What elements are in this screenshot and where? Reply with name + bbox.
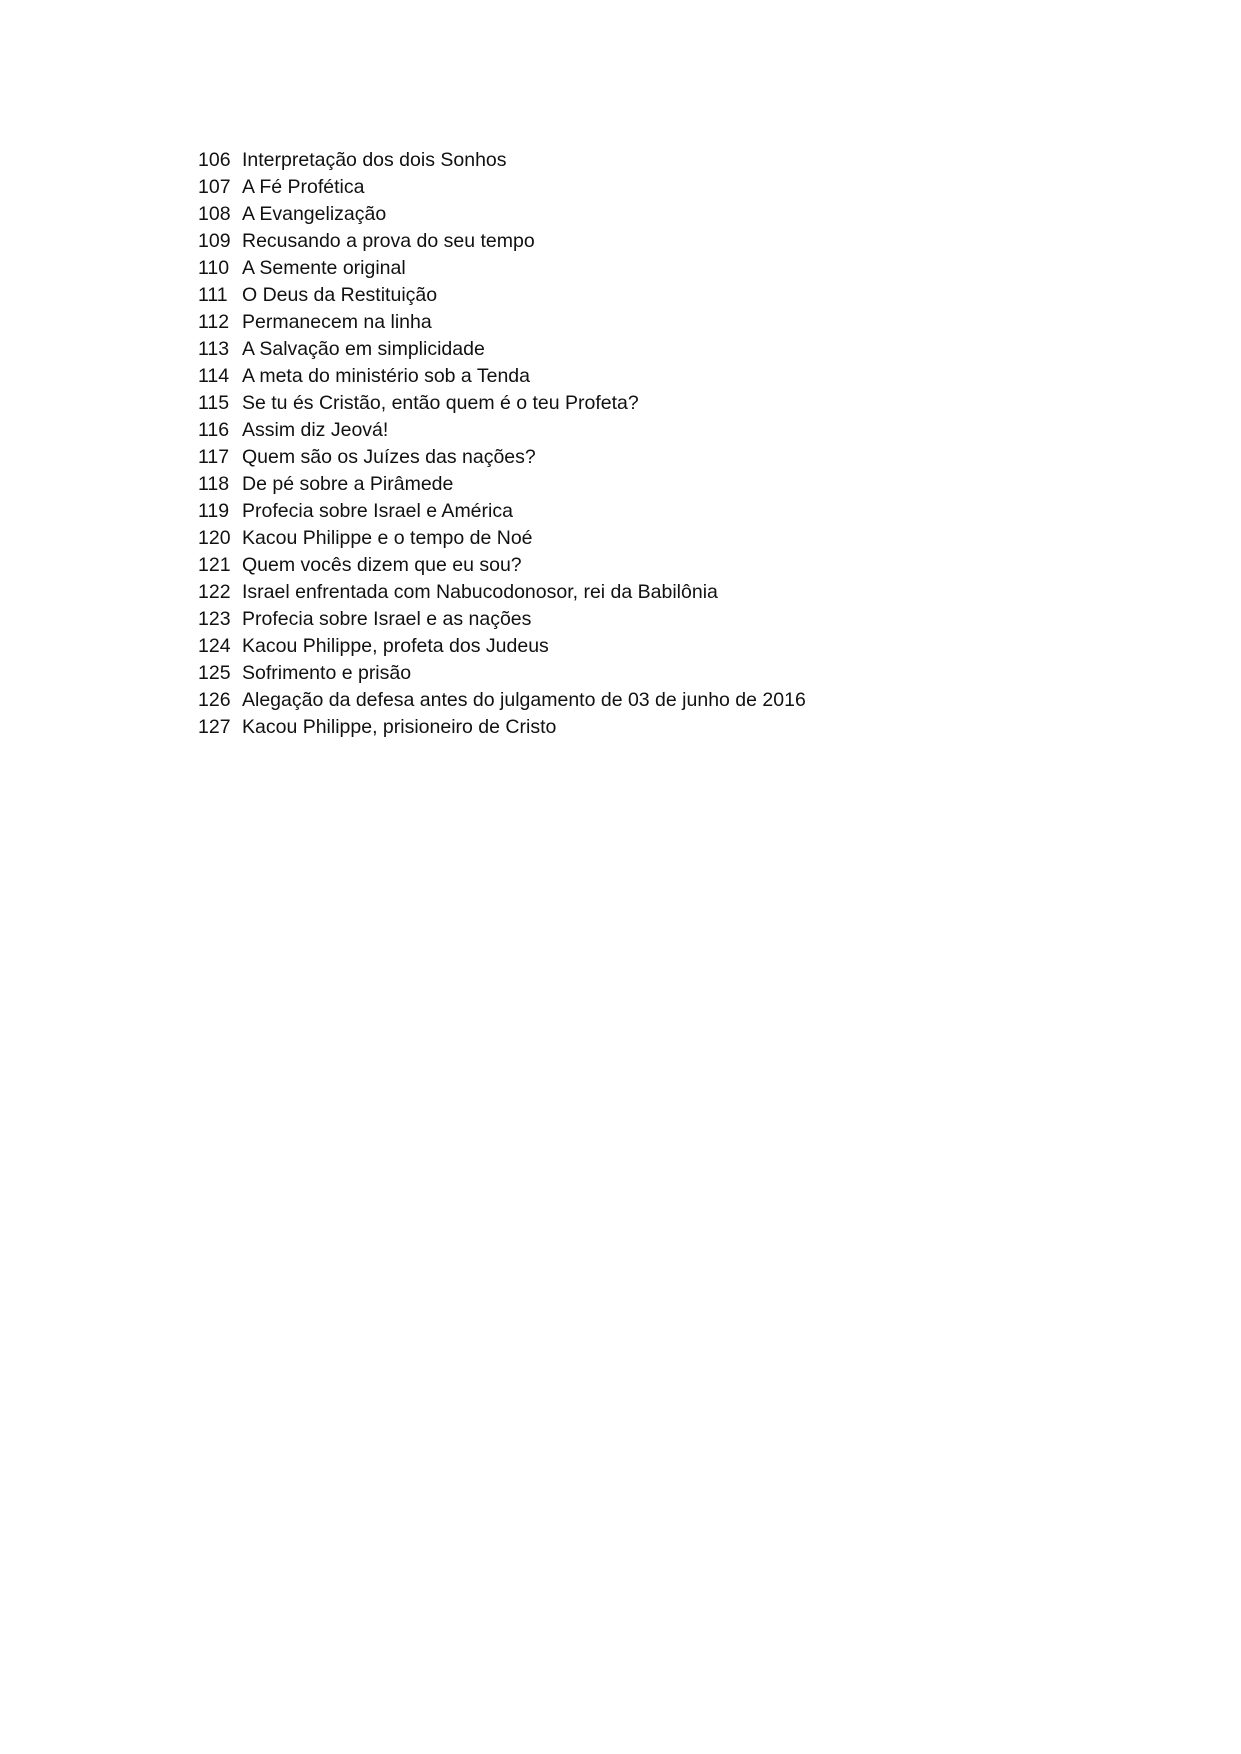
entry-title: De pé sobre a Pirâmede — [242, 473, 454, 495]
entry-title: Israel enfrentada com Nabucodonosor, rei da Babilônia — [242, 581, 718, 603]
entry-title: Profecia sobre Israel e América — [242, 500, 513, 522]
entry-title: Se tu és Cristão, então quem é o teu Profeta? — [242, 392, 639, 414]
toc-entry — [198, 552, 806, 579]
entry-number: 123 — [198, 608, 231, 630]
entry-title: Sofrimento e prisão — [242, 662, 412, 684]
entry-title: A Semente original — [242, 257, 406, 279]
entry-title: Kacou Philippe, profeta dos Judeus — [242, 635, 549, 657]
entry-number: 121 — [198, 554, 231, 576]
toc-entry — [198, 606, 806, 633]
entry-title: Profecia sobre Israel e as nações — [242, 608, 532, 630]
entry-title: A Fé Profética — [242, 176, 365, 198]
entry-title: O Deus da Restituição — [242, 284, 438, 306]
toc-entry — [198, 228, 806, 255]
toc-entry — [198, 255, 806, 282]
entry-title: Recusando a prova do seu tempo — [242, 230, 535, 252]
toc-entry — [198, 390, 806, 417]
entry-number: 120 — [198, 527, 231, 549]
entry-number: 127 — [198, 716, 231, 738]
toc-entry — [198, 471, 806, 498]
entry-number: 116 — [198, 419, 230, 441]
entry-number: 117 — [198, 446, 230, 468]
entry-title: Kacou Philippe, prisioneiro de Cristo — [242, 716, 557, 738]
toc-entry — [198, 579, 806, 606]
toc-entry — [198, 498, 806, 525]
entry-number: 124 — [198, 635, 231, 657]
entry-number: 108 — [198, 203, 231, 225]
entry-number: 118 — [198, 473, 230, 495]
entry-title: Kacou Philippe e o tempo de Noé — [242, 527, 533, 549]
toc-entry — [198, 336, 806, 363]
toc-entry — [198, 147, 806, 174]
entry-title: A meta do ministério sob a Tenda — [242, 365, 530, 387]
entry-title: Interpretação dos dois Sonhos — [242, 149, 507, 171]
entry-number: 110 — [198, 257, 230, 279]
entry-number: 114 — [198, 365, 230, 387]
toc-entry — [198, 417, 806, 444]
toc-entry — [198, 201, 806, 228]
toc-entry — [198, 282, 806, 309]
entry-title: Quem vocês dizem que eu sou? — [242, 554, 522, 576]
toc-entry — [198, 444, 806, 471]
toc-entry — [198, 633, 806, 660]
entry-number: 112 — [198, 311, 230, 333]
entry-number: 115 — [198, 392, 230, 414]
table-of-contents — [198, 147, 806, 741]
entry-title: A Salvação em simplicidade — [242, 338, 485, 360]
toc-entry — [198, 714, 806, 741]
toc-entry — [198, 174, 806, 201]
toc-entry — [198, 363, 806, 390]
entry-number: 126 — [198, 689, 231, 711]
entry-title: Permanecem na linha — [242, 311, 432, 333]
toc-entry — [198, 687, 806, 714]
entry-number: 122 — [198, 581, 231, 603]
entry-title: Quem são os Juízes das nações? — [242, 446, 536, 468]
entry-number: 125 — [198, 662, 231, 684]
entry-number: 113 — [198, 338, 230, 360]
toc-entry — [198, 309, 806, 336]
toc-entry — [198, 525, 806, 552]
entry-number: 119 — [198, 500, 230, 522]
entry-title: A Evangelização — [242, 203, 387, 225]
entry-number: 106 — [198, 149, 231, 171]
entry-number: 111 — [198, 284, 228, 306]
entry-title: Alegação da defesa antes do julgamento de 03 de junho de 2016 — [242, 689, 806, 711]
toc-entry — [198, 660, 806, 687]
entry-number: 109 — [198, 230, 231, 252]
entry-title: Assim diz Jeová! — [242, 419, 389, 441]
entry-number: 107 — [198, 176, 231, 198]
